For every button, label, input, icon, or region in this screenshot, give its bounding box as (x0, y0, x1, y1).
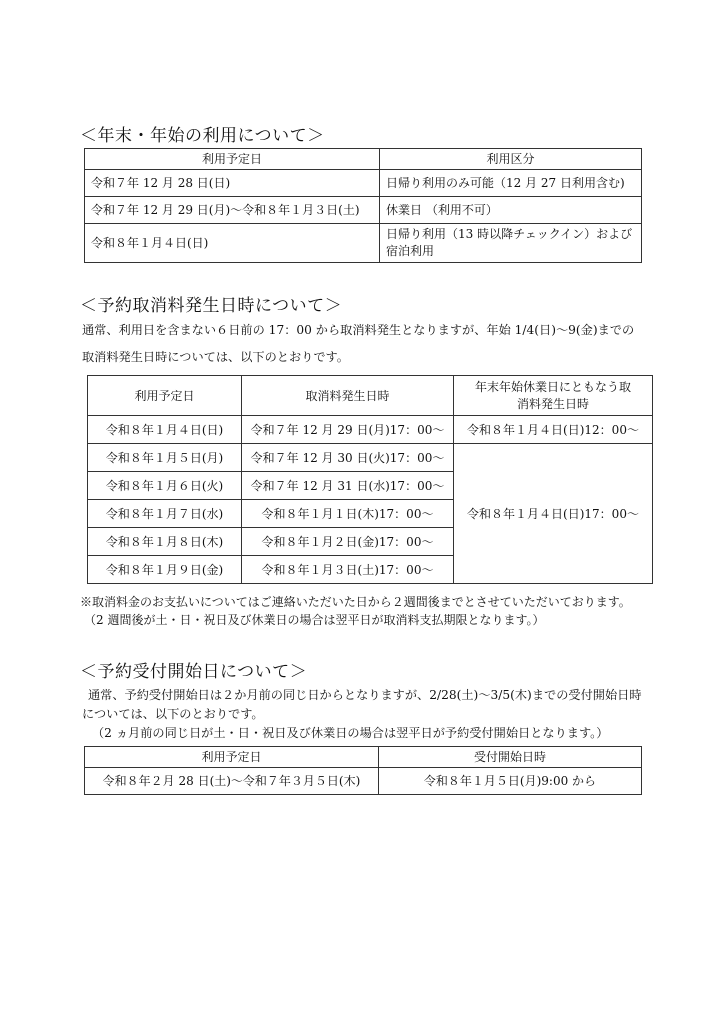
cell-category: 日帰り利用（13 時以降チェックイン）および宿泊利用 (380, 224, 642, 263)
cancellation-fee-table (87, 375, 653, 584)
section2-intro-line1: 通常、利用日を含まない６日前の 17：00 から取消料発生となりますが、年始 1/4(日)～9(金)までの (82, 323, 635, 337)
section2-note-line1: ※取消料金のお支払いについてはご連絡いただいた日から２週間後までとさせていただいております。 (80, 595, 631, 609)
cell-date: 令和８年１月４日(日) (85, 224, 380, 263)
table-row (85, 197, 642, 224)
header-holiday-cancel-fee-datetime: 年末年始休業日にともなう取消料発生日時 (454, 376, 653, 416)
table-row (88, 444, 653, 472)
section3-intro-line3: （2 ヵ月前の同じ日が土・日・祝日及び休業日の場合は翌平日が予約受付開始日となります。） (92, 726, 609, 740)
table-row (85, 224, 642, 263)
table-header-row (85, 149, 642, 170)
cell-date: 令和８年１月９日(金) (88, 556, 242, 584)
header-reservation-start: 受付開始日時 (379, 747, 642, 768)
header-usage-category: 利用区分 (380, 149, 642, 170)
cell-date: 令和８年１月７日(水) (88, 500, 242, 528)
cell-cancel-datetime: 令和８年１月１日(木)17：00～ (242, 500, 454, 528)
table-row (88, 416, 653, 444)
year-end-usage-table (84, 148, 642, 263)
header-usage-date: 利用予定日 (85, 747, 379, 768)
header-usage-date: 利用予定日 (88, 376, 242, 416)
cell-date: 令和８年１月６日(火) (88, 472, 242, 500)
cell-category: 日帰り利用のみ可能（12 月 27 日利用含む) (380, 170, 642, 197)
cell-date: 令和７年 12 月 29 日(月)～令和８年１月３日(土) (85, 197, 380, 224)
table-row (85, 768, 642, 795)
cell-date: 令和７年 12 月 28 日(日) (85, 170, 380, 197)
cell-date: 令和８年１月８日(木) (88, 528, 242, 556)
section1-heading: ＜年末・年始の利用について＞ (80, 126, 325, 146)
cell-cancel-datetime: 令和７年 12 月 30 日(火)17：00～ (242, 444, 454, 472)
cell-cancel-datetime: 令和７年 12 月 29 日(月)17：00～ (242, 416, 454, 444)
table-row (85, 170, 642, 197)
cell-cancel-datetime: 令和８年１月２日(金)17：00～ (242, 528, 454, 556)
cell-cancel-datetime: 令和７年 12 月 31 日(水)17：00～ (242, 472, 454, 500)
cell-start-datetime: 令和８年１月５日(月)9:00 から (379, 768, 642, 795)
cell-holiday-cancel-datetime: 令和８年１月４日(日)12：00～ (454, 416, 653, 444)
cell-holiday-cancel-datetime-merged: 令和８年１月４日(日)17：00～ (454, 444, 653, 584)
cell-date-range: 令和８年２月 28 日(土)～令和７年３月５日(木) (85, 768, 379, 795)
section2-heading: ＜予約取消料発生日時について＞ (80, 296, 343, 316)
section3-intro-line1: 通常、予約受付開始日は２か月前の同じ日からとなりますが、2/28(土)～3/5(木)までの受付開始日時 (88, 688, 642, 702)
cell-date: 令和８年１月５日(月) (88, 444, 242, 472)
cell-category: 休業日 （利用不可） (380, 197, 642, 224)
section3-intro-line2: については、以下のとおりです。 (82, 707, 264, 721)
section2-note-line2: （2 週間後が土・日・祝日及び休業日の場合は翌平日が取消料支払期限となります。） (84, 613, 545, 627)
cell-cancel-datetime: 令和８年１月３日(土)17：00～ (242, 556, 454, 584)
section2-intro-line2: 取消料発生日時については、以下のとおりです。 (82, 350, 349, 364)
table-header-row (88, 376, 653, 416)
table-header-row (85, 747, 642, 768)
section3-heading: ＜予約受付開始日について＞ (80, 662, 308, 682)
header-usage-date: 利用予定日 (85, 149, 380, 170)
header-cancel-fee-datetime: 取消料発生日時 (242, 376, 454, 416)
reservation-start-table (84, 746, 642, 795)
cell-date: 令和８年１月４日(日) (88, 416, 242, 444)
